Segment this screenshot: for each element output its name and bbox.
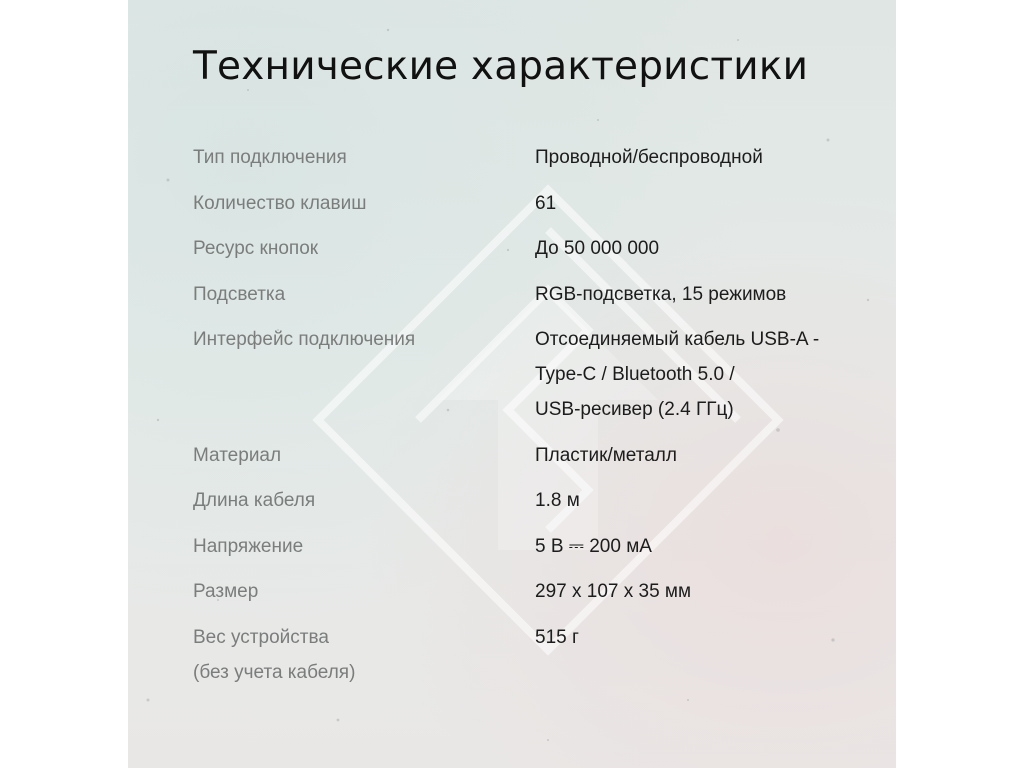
spec-label: Напряжение xyxy=(193,535,304,557)
spec-row xyxy=(193,438,883,473)
spec-value: RGB-подсветка, 15 режимов xyxy=(535,283,787,305)
spec-table xyxy=(193,140,883,690)
spec-value: Проводной/беспроводной xyxy=(535,147,763,168)
spec-row xyxy=(193,322,883,427)
spec-row xyxy=(193,574,883,609)
spec-label: Тип подключения xyxy=(193,147,347,168)
spec-value: 61 xyxy=(535,192,557,214)
spec-label: Подсветка xyxy=(193,283,286,305)
spec-row xyxy=(193,277,883,312)
spec-row xyxy=(193,483,883,518)
spec-row xyxy=(193,231,883,266)
spec-label: Материал xyxy=(193,444,282,466)
spec-value: 297 x 107 x 35 мм xyxy=(535,581,692,602)
spec-row xyxy=(193,140,883,175)
spec-label: Количество клавиш xyxy=(193,192,367,214)
spec-value: Отсоединяемый кабель USB-A - Type-C / Bluetooth 5.0 / USB-ресивер (2.4 ГГц) xyxy=(535,329,820,420)
spec-row xyxy=(193,620,883,690)
page-title: Технические характеристики xyxy=(193,44,809,89)
spec-label: Размер xyxy=(193,581,259,602)
spec-card xyxy=(128,0,896,768)
spec-row xyxy=(193,529,883,564)
spec-value: Пластик/металл xyxy=(535,444,677,466)
spec-label: Интерфейс подключения xyxy=(193,329,416,350)
spec-label: Ресурс кнопок xyxy=(193,238,319,259)
spec-row xyxy=(193,186,883,221)
spec-label: Вес устройства (без учета кабеля) xyxy=(193,626,356,683)
spec-value: 1.8 м xyxy=(535,490,580,511)
spec-value: До 50 000 000 xyxy=(535,238,660,259)
spec-value: 5 В ⎓ 200 мА xyxy=(535,535,652,557)
spec-value: 515 г xyxy=(535,626,579,648)
spec-label: Длина кабеля xyxy=(193,490,316,511)
